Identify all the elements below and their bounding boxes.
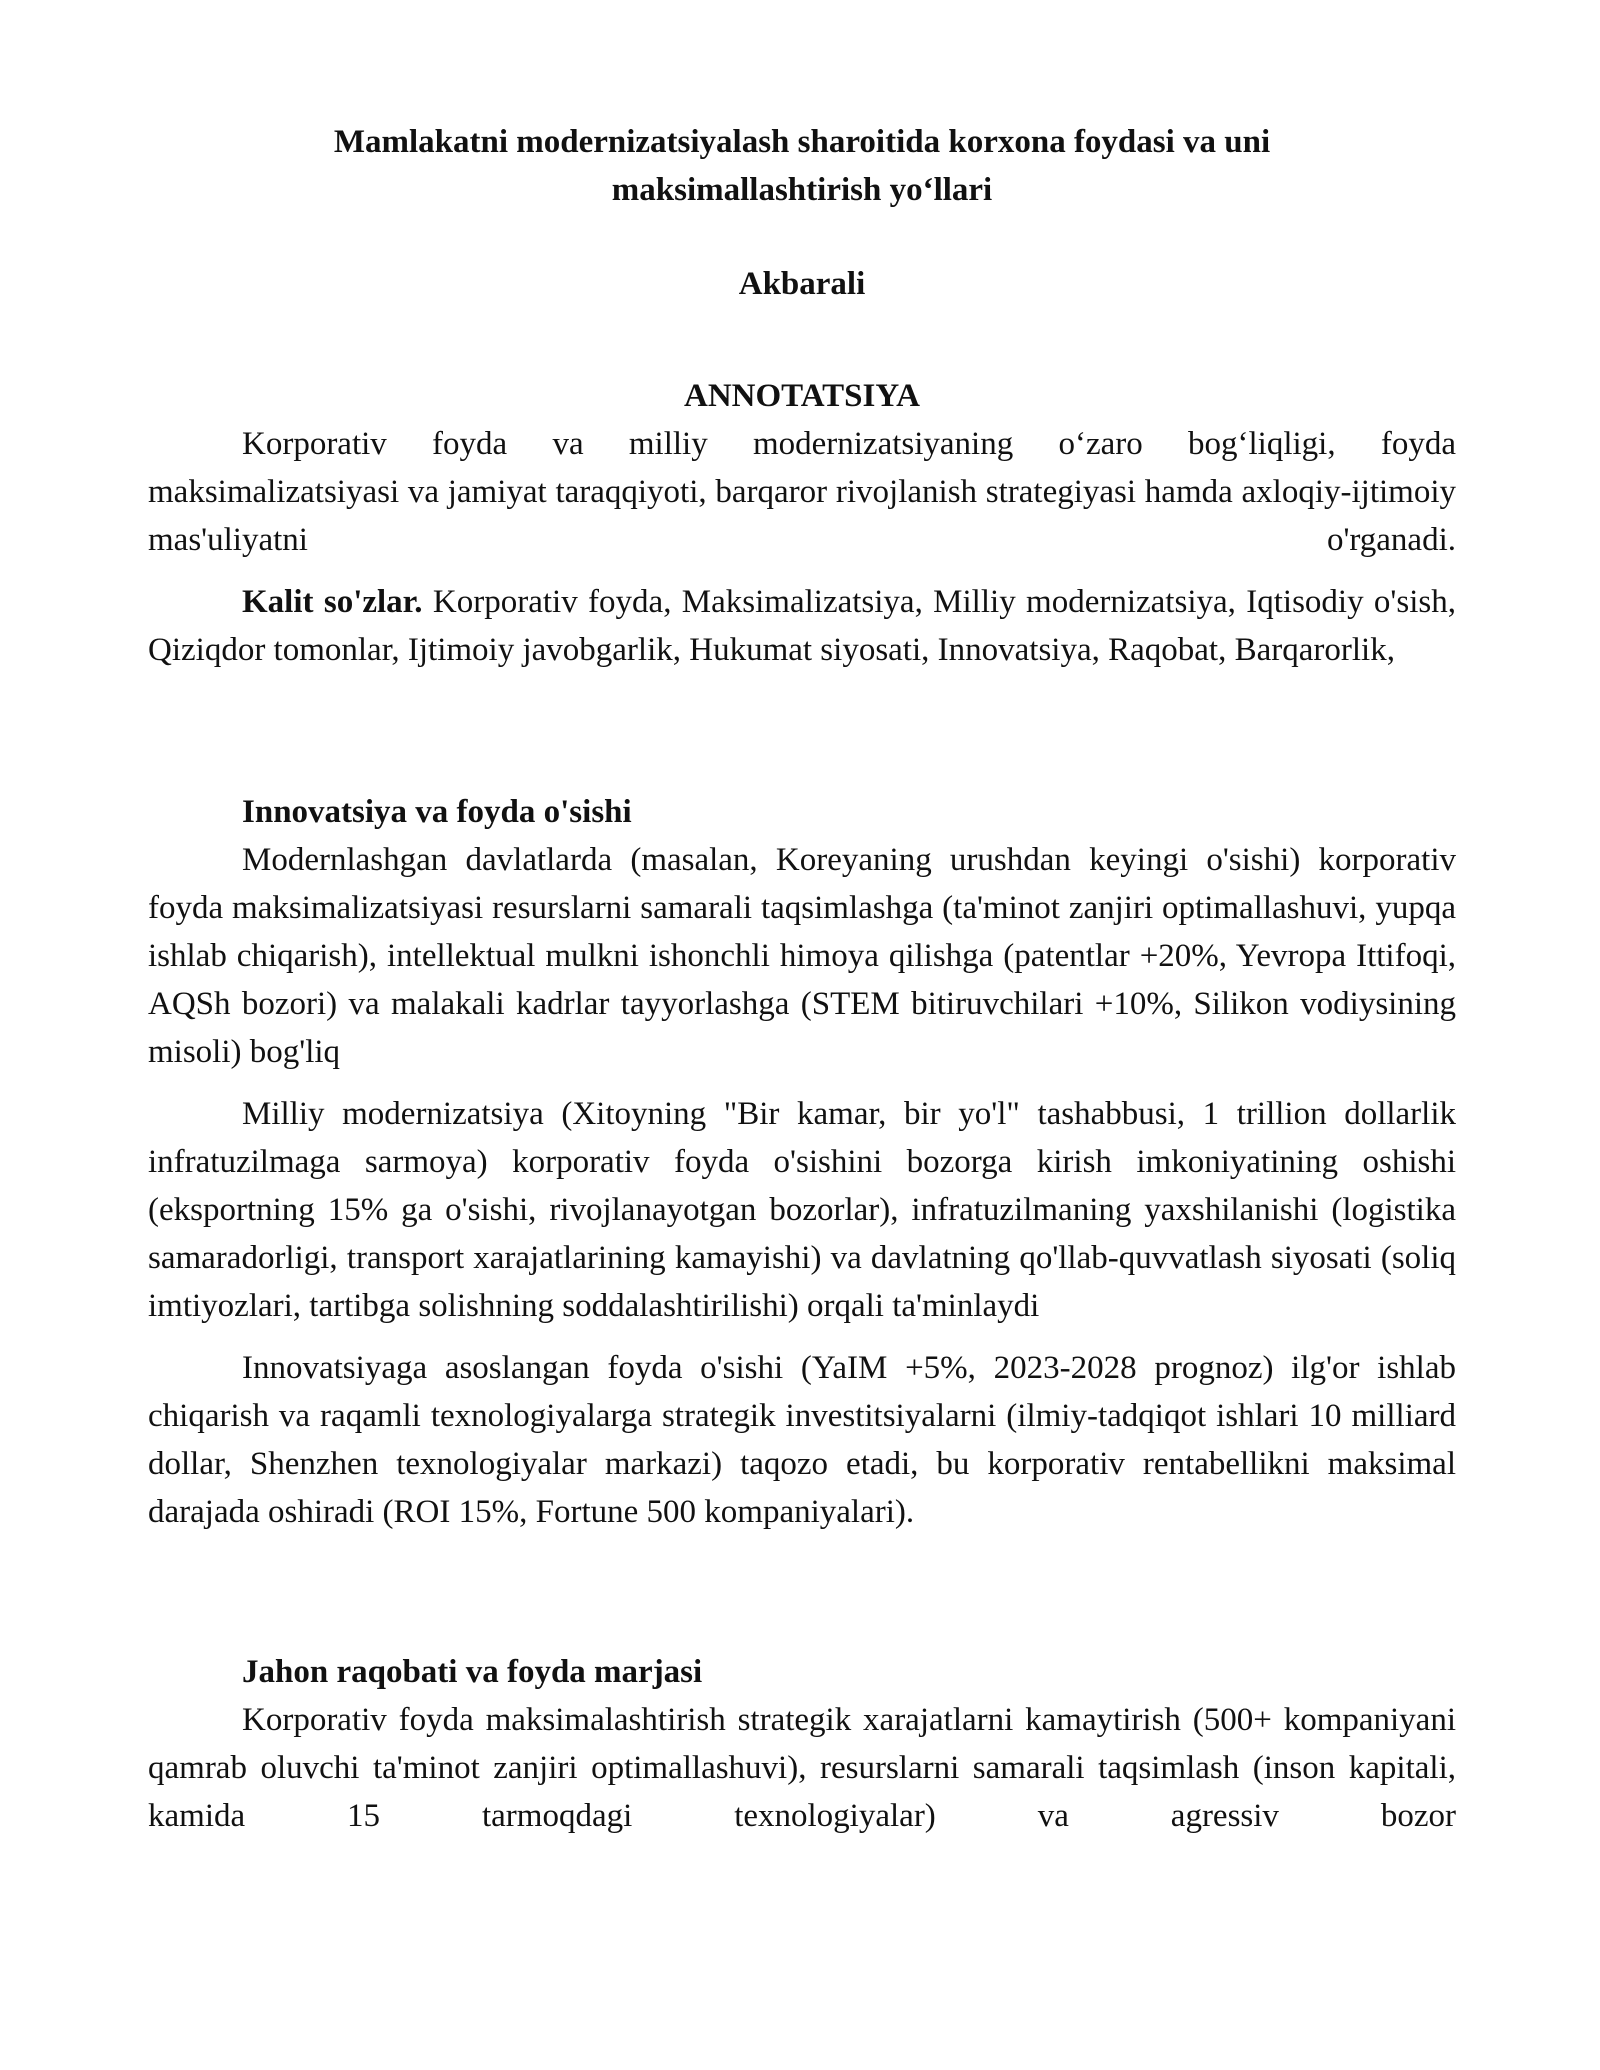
title-line-2: maksimallashtirish yo‘llari	[611, 172, 993, 208]
author-name: Akbarali	[738, 266, 866, 302]
document-title	[148, 118, 1456, 214]
section-paragraph: Milliy modernizatsiya (Xitoyning "Bir kamar, bir yo'l" tashabbusi, 1 trillion dollarlik infratuzilmaga sarmoya) korporativ foyda o'sishini bozorga kirish imkoniyatining oshishi (eksportning 15% ga o'sishi, rivojlanayotgan bozorlar), infratuzilmaning yaxshilanishi (logistika samaradorligi, transport xarajatlarining kamayishi) va davlatning qo'llab-quvvatlash siyosati (soliq imtiyozlari, tartibga solishning soddalashtirilishi) orqali ta'minlaydi	[148, 1096, 1456, 1324]
title-line-1: Mamlakatni modernizatsiyalash sharoitida korxona foydasi va uni	[333, 124, 1271, 160]
document-page	[148, 118, 1456, 1840]
section-paragraph: Innovatsiyaga asoslangan foyda o'sishi (YaIM +5%, 2023-2028 prognoz) ilg'or ishlab chiqarish va raqamli texnologiyalarga strategik investitsiyalarni (ilmiy-tadqiqot ishlari 10 milliard dollar, Shenzhen texnologiyalar markazi) taqozo etadi, bu korporativ rentabellikni maksimal darajada oshiradi (ROI 15%, Fortune 500 kompaniyalari).	[148, 1350, 1456, 1530]
keywords-paragraph	[148, 578, 1456, 674]
annotation-text: Korporativ foyda va milliy modernizatsiyaning o‘zaro bog‘liqligi, foyda maksimalizatsiyasi va jamiyat taraqqiyoti, barqaror rivojlanish strategiyasi hamda axloqiy-ijtimoiy mas'uliyatni o'rganadi.	[148, 426, 1456, 558]
section-heading: Innovatsiya va foyda o'sishi	[242, 794, 632, 830]
keywords-text: Korporativ foyda, Maksimalizatsiya, Milliy modernizatsiya, Iqtisodiy o'sish, Qiziqdor tomonlar, Ijtimoiy javobgarlik, Hukumat siyosati, Innovatsiya, Raqobat, Barqarorlik,	[148, 584, 1456, 668]
section-paragraph: Korporativ foyda maksimalashtirish strategik xarajatlarni kamaytirish (500+ kompaniyani qamrab oluvchi ta'minot zanjiri optimallashuvi), resurslarni samarali taqsimlash (inson kapitali, kamida 15 tarmoqdagi texnologiyalar) va agressiv bozor	[148, 1702, 1456, 1834]
annotation-heading: ANNOTATSIYA	[684, 378, 920, 414]
keywords-label: Kalit so'zlar.	[242, 584, 423, 620]
section-heading: Jahon raqobati va foyda marjasi	[242, 1654, 703, 1690]
section-paragraph: Modernlashgan davlatlarda (masalan, Koreyaning urushdan keyingi o'sishi) korporativ foyda maksimalizatsiyasi resurslarni samarali taqsimlashga (ta'minot zanjiri optimallashuvi, yupqa ishlab chiqarish), intellektual mulkni ishonchli himoya qilishga (patentlar +20%, Yevropa Ittifoqi, AQSh bozori) va malakali kadrlar tayyorlashga (STEM bitiruvchilari +10%, Silikon vodiysining misoli) bog'liq	[148, 842, 1456, 1070]
